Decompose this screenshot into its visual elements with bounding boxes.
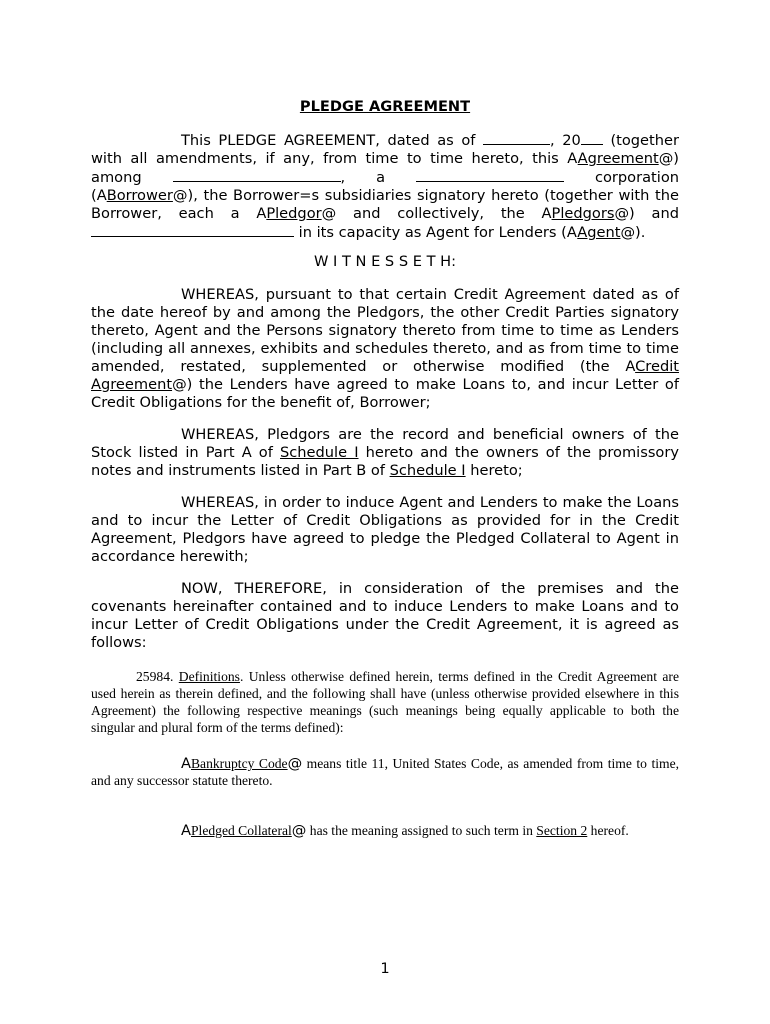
document-title: PLEDGE AGREEMENT <box>299 98 471 115</box>
year-blank <box>581 131 603 145</box>
whereas-paragraph-1 <box>91 286 679 412</box>
intro-text: (together with all amendments, if any, from time to time hereto, this A <box>91 132 679 167</box>
whereas-text: WHEREAS, pursuant to that certain Credit Agreement dated as of the date hereof by and among the Pledgors, the other Credit Parties signatory thereto, Agent and the Persons signatory thereto from time to time as Lenders (including all annexes, exhibits and schedules thereto, and as from time to time amended, restated, supplemented or otherwise modified (the A <box>91 286 679 375</box>
agent-name-blank <box>91 223 294 237</box>
now-therefore-paragraph: NOW, THEREFORE, in consideration of the premises and the covenants hereinafter contained and to induce Lenders to make Loans and to incur Letter of Credit Obligations under the Credit Agreement, it is agreed as follows: <box>91 580 679 651</box>
intro-text: in its capacity as Agent for Lenders (A <box>294 224 578 241</box>
open-quote: A <box>181 755 191 772</box>
whereas-paragraph-3: WHEREAS, in order to induce Agent and Lenders to make the Loans and to incur the Letter of Credit Obligations as provided for in the Credit Agreement, Pledgors have agreed to pledge the Pledged Collateral to Agent in accordance herewith; <box>91 494 679 565</box>
whereas-text: WHEREAS, Pledgors are the record and beneficial owners of the Stock listed in Part A of <box>91 426 679 461</box>
section-reference: Section 2 <box>536 823 588 838</box>
definition-bankruptcy-code <box>91 755 679 789</box>
intro-text: This PLEDGE AGREEMENT, dated as of <box>181 132 484 149</box>
intro-text: @ and collectively, the A <box>321 205 552 222</box>
intro-paragraph <box>91 131 679 242</box>
defined-term-credit-agreement: Credit Agreement <box>91 358 679 393</box>
defined-term-agreement: Agreement <box>577 150 659 167</box>
witnesseth-heading: W I T N E S S E T H: <box>313 253 457 270</box>
whereas-text: hereto; <box>465 462 523 479</box>
whereas-text: hereto and the owners of the promissory notes and instruments listed in Part B of <box>91 444 679 479</box>
defined-term-agent: Agent <box>577 224 621 241</box>
intro-text: @) among <box>91 150 679 186</box>
intro-text: , 20 <box>550 132 581 149</box>
intro-text: @), the Borrower=s subsidiaries signatory hereto (together with the Borrower, each a A <box>91 187 679 222</box>
section-number: 25984. <box>136 669 174 684</box>
section-definitions <box>91 668 679 736</box>
page-number: 1 <box>380 960 390 977</box>
schedule-reference: Schedule I <box>389 462 466 479</box>
close-quote: @ <box>291 822 307 839</box>
schedule-reference: Schedule I <box>280 444 359 461</box>
intro-text: @). <box>620 224 646 241</box>
definition-pledged-collateral <box>91 822 679 839</box>
intro-text: @) and <box>614 205 679 222</box>
section-text: . Unless otherwise defined herein, terms defined in the Credit Agreement are used herein as therein defined, and the following shall have (unless otherwise provided elsewhere in this Agreement) the following respective meanings (such meanings being equally applicable to both the singular and plural form of the terms defined): <box>91 669 679 735</box>
intro-text: , a <box>340 169 417 186</box>
defined-term-bankruptcy-code: Bankruptcy Code <box>190 756 288 771</box>
definition-text: hereof. <box>587 823 629 838</box>
whereas-paragraph-2 <box>91 426 679 480</box>
open-quote: A <box>181 822 191 839</box>
defined-term-borrower: Borrower <box>106 187 173 204</box>
close-quote: @ <box>287 755 303 772</box>
borrower-name-blank <box>173 168 341 182</box>
state-blank <box>416 168 564 182</box>
date-blank <box>483 131 550 145</box>
defined-term-pledged-collateral: Pledged Collateral <box>190 823 292 838</box>
intro-text: corporation (A <box>91 169 679 204</box>
definition-text: means title 11, United States Code, as amended from time to time, and any successor statute thereto. <box>91 756 680 788</box>
defined-term-pledgor: Pledgor <box>266 205 322 222</box>
defined-term-pledgors: Pledgors <box>551 205 615 222</box>
whereas-text: @) the Lenders have agreed to make Loans to, and incur Letter of Credit Obligations for the benefit of, Borrower; <box>91 376 679 411</box>
definition-text: has the meaning assigned to such term in <box>306 823 537 838</box>
section-heading: Definitions <box>178 669 240 684</box>
